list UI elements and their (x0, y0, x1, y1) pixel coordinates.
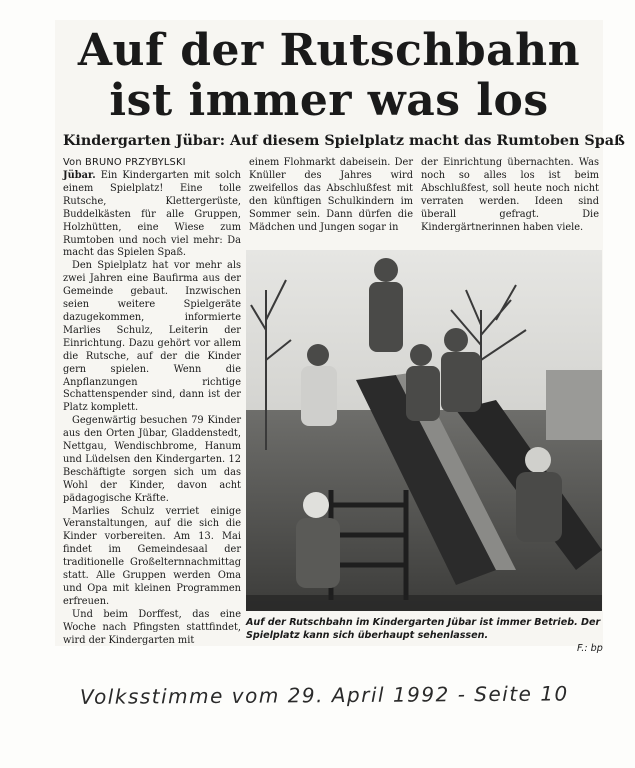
photo-credit: F.: bp (577, 643, 603, 654)
paragraph-1-text: Ein Kindergarten mit solch einem Spielplatz! Eine tolle Rutsche, Klettergerüste, Buddelkästen für alle Gruppen, Holzhütten, eine Wiese zum Rumtoben und noch viel mehr: Da macht das Spielen Spaß. (63, 170, 241, 259)
paragraph-5: Und beim Dorffest, das eine Woche nach Pfingsten stattfindet, wird der Kindergarten mit (63, 608, 241, 646)
paragraph-4: Marlies Schulz verriet einige Veranstaltungen, auf die sich die Kinder vorbereiten. Am 13. Mai findet im Gemeindesaal der traditionelle Großelternnachmittag statt. Alle Gruppen werden Oma und Opa mit kleinen Programmen erfreuen. (63, 505, 241, 607)
byline: Von BRUNO PRZYBYLSKI (63, 157, 186, 168)
paragraph-col3: der Einrichtung übernachten. Was noch so alles los ist beim Abschlußfest, soll heute noch nicht verraten werden. Ideen sind überall gefragt. Die Kindergärtnerinnen haben viele. (421, 157, 599, 233)
handwritten-source-note: Volksstimme vom 29. April 1992 - Seite 10 (79, 681, 569, 709)
subheadline: Kindergarten Jübar: Auf diesem Spielplatz macht das Rumtoben Spaß (63, 133, 625, 149)
headline-line-1: Auf der Rutschbahn (77, 25, 581, 76)
newspaper-clipping (55, 20, 625, 654)
paragraph-3: Gegenwärtig besuchen 79 Kinder aus den Orten Jübar, Gladdenstedt, Nettgau, Wendischbrome, Hanum und Lüdelsen den Kindergarten. 12 Beschäftigte sorgen sich um das Wohl der Kinder, davon acht pädagogische Kräfte. (63, 415, 241, 504)
newspaper-photo (246, 250, 602, 611)
article-column-3 (421, 157, 599, 234)
photo-caption: Auf der Rutschbahn im Kindergarten Jübar ist immer Betrieb. Der Spielplatz kann sich überhaupt sehenlassen. (246, 617, 601, 641)
photo-bottom-edge (246, 595, 602, 611)
paragraph-1 (63, 170, 241, 260)
background-building (546, 370, 602, 440)
article-column-1 (63, 170, 241, 648)
headline-line-2: ist immer was los (109, 75, 549, 126)
dateline: Jübar. (63, 170, 96, 181)
paragraph-col2: einem Flohmarkt dabeisein. Der Knüller des Jahres wird zweifellos das Abschlußfest mit den künftigen Schulkindern im Sommer sein. Dann dürfen die Mädchen und Jungen sogar in (249, 157, 413, 233)
playground-photo-illustration (246, 250, 602, 611)
article-column-2 (249, 157, 413, 234)
paragraph-2: Den Spielplatz hat vor mehr als zwei Jahren eine Baufirma aus der Gemeinde gebaut. Inzwischen seien weitere Spielgeräte dazugekommen, informierte Marlies Schulz, Leiterin der Einrichtung. Dazu gehört vor allem die Rutsche, auf der die Kinder gern spielen. Wenn die Anpflanzungen richtige Schattenspender sind, dann ist der Platz komplett. (63, 260, 241, 414)
